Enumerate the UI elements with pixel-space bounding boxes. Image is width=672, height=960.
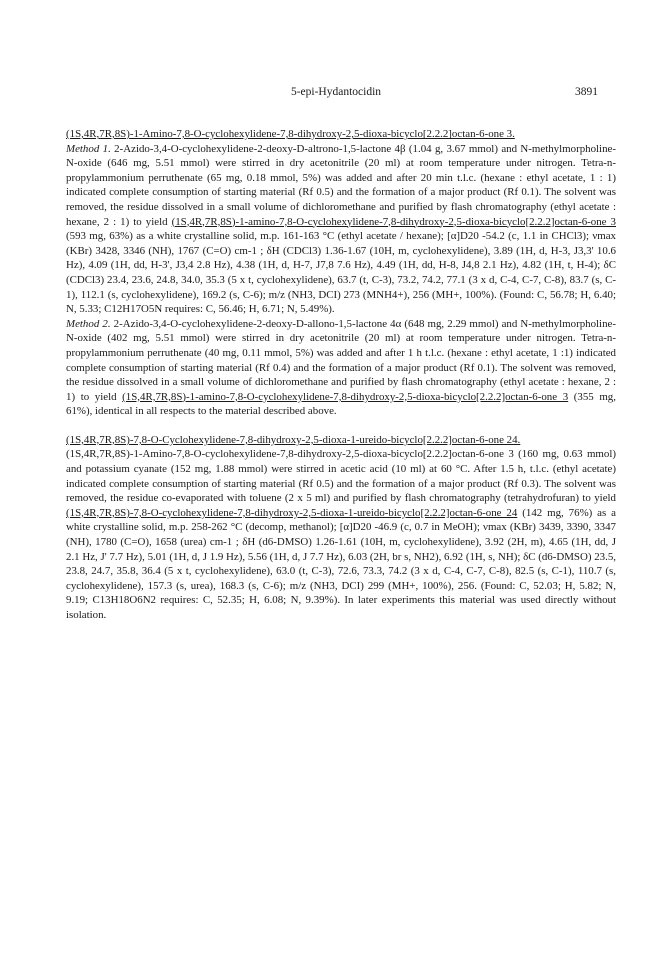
compound-24-heading: (1S,4R,7R,8S)-7,8-O-Cyclohexylidene-7,8-dihydroxy-2,5-dioxa-1-ureido-bicyclo[2.2.2]octan-6-one 24. (66, 433, 521, 446)
compound-24-text-b: (142 mg, 76%) as a white crystalline solid, m.p. 258-262 °C (decomp, methanol); [α]D20 -46.9 (c, 0.7 in MeOH); νmax (KBr) 3439, 3390, 3347 (NH), 1780 (C=O), 1658 (urea) cm-1 ; δH (d6-DMSO) 1.26-1.61 (10H, m, cyclohexylidene), 3.92 (2H, m), 4.65 (1H, dd, J 2.1 Hz, J' 7.7 Hz), 5.01 (1H, d, J 1.9 Hz), 5.56 (1H, d, J 7.7 Hz), 6.03 (2H, br s, NH2), 6.92 (1H, s, NH); δC (d6-DMSO) 23.5, 23.8, 24.7, 35.8, 36.4 (5 x t, cyclohexylidene), 63.0 (t, C-3), 72.6, 73.3, 74.2 (3 x d, C-4, C-7, C-8), 82.5 (s, C-1), 110.7 (s, cyclohexylidene), 157.3 (s, urea), 168.3 (s, C-6); m/z (NH3, DCI) 299 (MH+, 100%), 256. (Found: C, 52.03; H, 5.82; N, 9.19; C13H18O6N2 requires: C, 52.35; H, 6.08; N, 9.39%). In later experiments this material was used directly without isolation. (66, 506, 617, 621)
compound-24-text-a: (1S,4R,7R,8S)-1-Amino-7,8-O-cyclohexylidene-7,8-dihydroxy-2,5-dioxa-bicyclo[2.2.2]octan-6-one 3 (160 mg, 0.63 mmol) and potassium cyanate (152 mg, 1.88 mmol) were stirred in acetic acid (10 ml) at 60 °C. After 1.5 h, t.l.c. (ethyl acetate) indicated complete consumption of starting material (Rf 0.5) and the formation of a major product (Rf 0.3). The solvent was removed, the residue co-evaporated with toluene (2 x 5 ml) and purified by flash chromatography (tetrahydrofuran) to yield (66, 448, 616, 505)
method-2-product-name: (1S,4R,7R,8S)-1-amino-7,8-O-cyclohexylidene-7,8-dihydroxy-2,5-dioxa-bicyclo[2.2.2]octan-6-one 3 (122, 390, 569, 403)
section-heading (66, 127, 616, 142)
method-1-text-a: 2-Azido-3,4-O-cyclohexylidene-2-deoxy-D-altrono-1,5-lactone 4β (1.04 g, 3.67 mmol) and N-methylmorpholine-N-oxide (646 mg, 5.51 mmol) were stirred in dry acetonitrile (20 ml) at room temperature under nitrogen. Tetra-n-propylammonium perruthenate (65 mg, 0.18 mmol, 5%) was added and after 20 min t.l.c. (hexane : ethyl acetate, 1 : 1) indicated complete consumption of starting material (Rf 0.5) and the formation of a major product (Rf 0.1). The solvent was removed, the residue dissolved in a small volume of dichloromethane and purified by flash chromatography (ethyl acetate : hexane, 2 : 1) to yield (66, 142, 616, 228)
compound-3-heading: (1S,4R,7R,8S)-1-Amino-7,8-O-cyclohexylidene-7,8-dihydroxy-2,5-dioxa-bicyclo[2.2.2]octan-6-one 3. (66, 128, 515, 140)
compound-24-product-name: (1S,4R,7R,8S)-7,8-O-cyclohexylidene-7,8-dihydroxy-2,5-dioxa-1-ureido-bicyclo[2.2.2]octan-6-one 24 (66, 506, 518, 519)
running-title: 5-epi-Hydantocidin (290, 86, 382, 98)
method-1-product-name: (1S,4R,7R,8S)-1-amino-7,8-O-cyclohexylidene-7,8-dihydroxy-2,5-dioxa-bicyclo[2.2.2]octan-6-one 3 (171, 215, 617, 228)
method-2-text-b: (355 mg, 61%), identical in all respects to the material described above. (66, 390, 616, 418)
method-1-text-b: (593 mg, 63%) as a white crystalline solid, m.p. 161-163 °C (ethyl acetate / hexane); [α]D20 -54.2 (c, 1.1 in CHCl3); νmax (KBr) 3428, 3346 (NH), 1767 (C=O) cm-1 ; δH (CDCl3) 1.36-1.67 (10H, m, cyclohexylidene), 3.89 (1H, d, H-3, J3,3' 10.6 Hz), 4.09 (1H, dd, H-3', J3,4 2.8 Hz), 4.38 (1H, d, H-7, J7,8 7.6 Hz), 4.49 (1H, dd, H-8, J4,8 2.1 Hz), 4.82 (1H, t, H-4); δC (CDCl3) 23.4, 23.6, 24.8, 34.0, 35.3 (5 x t, cyclohexylidene), 63.7 (t, C-3), 73.2, 74.2, 77.1 (3 x d, C-4, C-7, C-8), 83.7 (s, C-1), 112.1 (s, cyclohexylidene), 169.2 (s, C-6); m/z (NH3, DCI) 273 (MNH4+), 256 (MH+, 100%). (Found: C, 56.78; H, 6.40; N, 5.33; C12H17O5N requires: C, 56.46; H, 6.71; N, 5.49%). (66, 230, 616, 316)
method-2-text-a: 2-Azido-3,4-O-cyclohexylidene-2-deoxy-D-allono-1,5-lactone 4α (648 mg, 2.29 mmol) and N-methylmorpholine-N-oxide (402 mg, 5.51 mmol) were stirred in dry acetonitrile (20 ml) at room temperature under nitrogen. Tetra-n-propylammonium perruthenate (40 mg, 0.11 mmol, 5%) was added and after 1 h t.l.c. (hexane : ethyl acetate, 1 :1) indicated complete consumption of starting material (Rf 0.4) and the formation of a major product (Rf 0.1). The solvent was removed, the residue dissolved in a small volume of dichloromethane and purified by flash chromatography (ethyl acetate : hexane, 2 : 1) to yield (66, 317, 616, 403)
section-gap (66, 419, 616, 433)
section-heading (66, 433, 616, 448)
method-2-paragraph (66, 317, 616, 419)
method-1-paragraph (66, 142, 616, 317)
method-1-label: Method 1. (66, 142, 111, 155)
page-number: 3891 (575, 86, 598, 98)
body-text (66, 127, 616, 623)
method-2-label: Method 2. (66, 317, 111, 330)
compound-24-paragraph (66, 447, 616, 622)
